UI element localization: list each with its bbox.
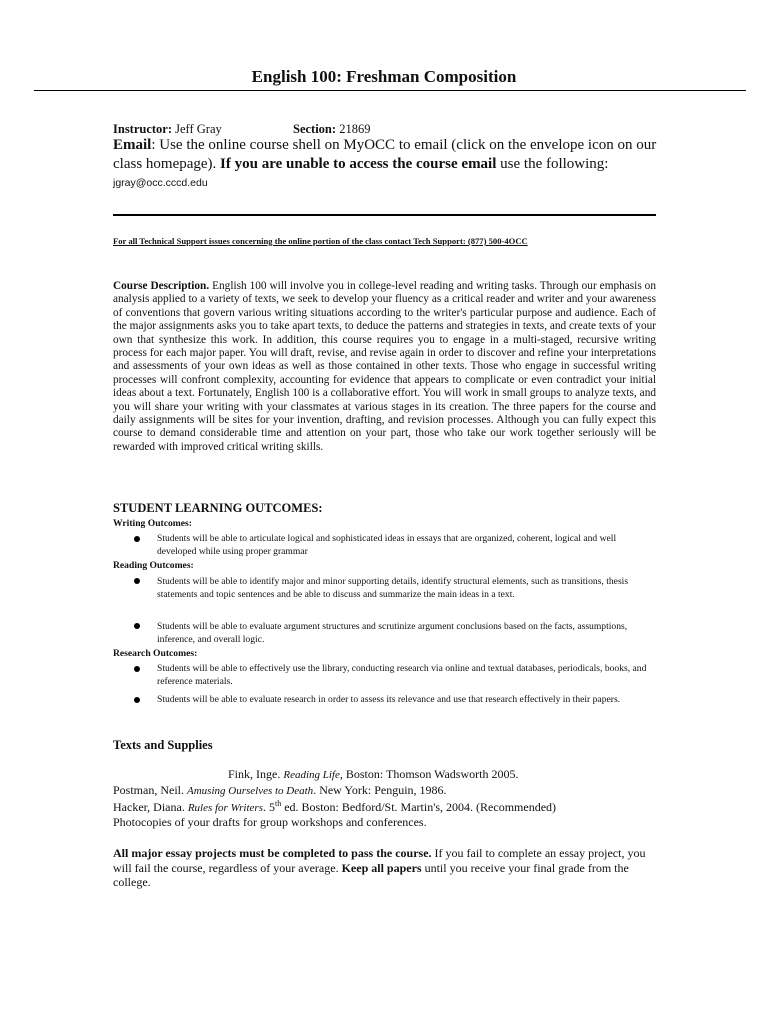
instructor-line (113, 122, 222, 137)
section-label: Section: (293, 122, 337, 136)
reference-item: Postman, Neil. Amusing Ourselves to Death. New York: Penguin, 1986. (113, 783, 447, 797)
texts-heading: Texts and Supplies (113, 738, 213, 752)
email-label: Email (113, 137, 152, 153)
bullet-icon (134, 623, 140, 629)
reading-outcome-item: Students will be able to identify major and minor supporting details, identify structural elements, such as transitions, thesis statements and topic sentences and be able to discuss and summarize the main ideas in a text. (157, 576, 629, 600)
reference-item: Photocopies of your drafts for group workshops and conferences. (113, 815, 427, 829)
bullet-icon (134, 536, 140, 542)
research-outcome-item: Students will be able to effectively use the library, conducting research via online and textual databases, periodicals, books, and reference materials. (157, 663, 647, 687)
course-description-text: English 100 will involve you in college-level reading and writing tasks. Through our emphasis on analysis applied to a variety of texts, we seek to develop your fluency as a critical reader and writer and your awareness of conventions that govern various writing situations according to the writer's particular purpose and audience. Each of the major assignments asks you to take apart texts, to deduce the patterns and strategies in texts, and create texts of your own that synthesize this work. In addition, this course requires you to engage in a multi-staged, recursive writing process for each major paper. You will draft, revise, and revise again in order to discover and refine your interpretations and assessments of your own ideas as well as those contained in other texts. Those who engage in successful writing processes will confront complexity, accounting for evidence that appears to complicate or even contradict your initial ideas about a text. Fortunately, English 100 is a collaborative effort. You will work in small groups to analyze texts, and you will share your writing with your classmates at various stages in its creation. The three papers for the course and daily assignments will be sites for your invention, drafting, and revision processes. Although you can fully expect this course to demand considerable time and attention on your part, those who take our work together seriously will be rewarded with improved critical writing skills. (113, 280, 656, 453)
reading-outcome-item: Students will be able to evaluate argument structures and scrutinize argument conclusions based on the facts, assumptions, inference, and overall logic. (157, 621, 628, 645)
research-outcomes-label: Research Outcomes: (113, 648, 198, 659)
policy-bold: All major essay projects must be completed to pass the course. (113, 846, 432, 860)
bullet-icon (134, 697, 140, 703)
reference-item: Hacker, Diana. Rules for Writers. 5th ed. Boston: Bedford/St. Martin's, 2004. (Recommended) (113, 799, 557, 814)
slo-heading: STUDENT LEARNING OUTCOMES: (113, 501, 323, 515)
research-outcome-item: Students will be able to evaluate research in order to assess its relevance and use that research effectively in their papers. (157, 694, 621, 705)
course-description-label: Course Description. (113, 280, 210, 292)
tech-support-notice: For all Technical Support issues concerning the online portion of the class contact Tech Support: (877) 500-4OCC (113, 236, 528, 246)
section-value: 21869 (339, 122, 371, 136)
email-bold-text: If you are unable to access the course email (220, 156, 497, 172)
writing-outcomes-label: Writing Outcomes: (113, 518, 192, 529)
email-address: jgray@occ.cccd.edu (113, 177, 208, 189)
bullet-icon (134, 578, 140, 584)
email-tail: use the following: (496, 156, 609, 172)
section-line (293, 122, 370, 137)
bullet-icon (134, 666, 140, 672)
section-divider (113, 214, 656, 216)
writing-outcome-item: Students will be able to articulate logical and sophisticated ideas in essays that are organized, coherent, logical and well developed while using proper grammar (157, 533, 617, 557)
completion-policy: All major essay projects must be completed to pass the course. If you fail to complete an essay project, you will fail the course, regardless of your average. Keep all papers until you receive your final grade from the college. (113, 846, 646, 889)
email-paragraph (113, 136, 673, 174)
document-title: English 100: Freshman Composition (251, 67, 517, 86)
course-description (113, 280, 656, 454)
email-text: : Use the online course shell on MyOCC to email (click on the envelope icon on our class homepage). (113, 137, 657, 172)
title-divider (34, 90, 746, 91)
policy-bold-keep: Keep all papers (341, 860, 422, 875)
reading-outcomes-label: Reading Outcomes: (113, 560, 194, 571)
reference-item: Fink, Inge. Reading Life, Boston: Thomson Wadsworth 2005. (228, 767, 519, 781)
instructor-name: Jeff Gray (175, 122, 222, 136)
instructor-label: Instructor: (113, 122, 173, 136)
